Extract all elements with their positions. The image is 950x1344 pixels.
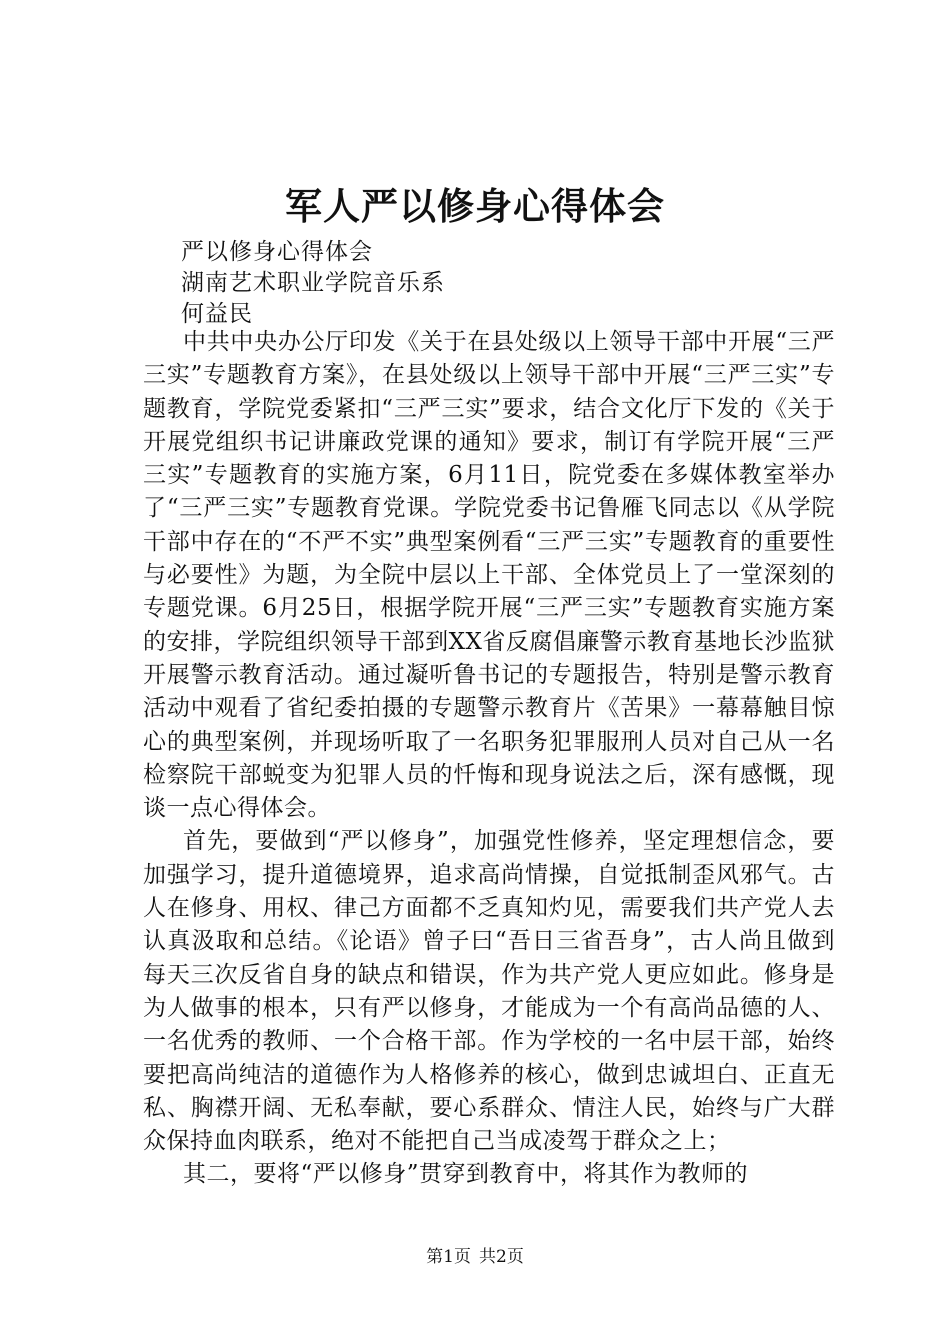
- paragraph-1: 中共中央办公厅印发《关于在县处级以上领导干部中开展“三严三实”专题教育方案》，在县处级以上领导干部中开展“三严三实”专题教育，学院党委紧扣“三严三实”要求，结合文化厅下发的《关于开展党组织书记讲廉政党课的通知》要求，制订有学院开展“三严三实”专题教育的实施方案，6月11日，院党委在多媒体教室举办了“三严三实”专题教育党课。学院党委书记鲁雁飞同志以《从学院干部中存在的“不严不实”典型案例看“三严三实”专题教育的重要性与必要性》为题，为全院中层以上干部、全体党员上了一堂深刻的专题党课。6月25日，根据学院开展“三严三实”专题教育实施方案的安排，学院组织领导干部到XX省反腐倡廉警示教育基地长沙监狱开展警示教育活动。通过凝听鲁书记的专题报告，特别是警示教育活动中观看了省纪委拍摄的专题警示教育片《苦果》一幕幕触目惊心的典型案例，并现场听取了一名职务犯罪服刑人员对自己从一名检察院干部蜕变为犯罪人员的忏悔和现身说法之后，深有感慨，现谈一点心得体会。: [143, 329, 835, 822]
- document-body: [143, 326, 835, 1192]
- document-organization: 湖南艺术职业学院音乐系: [181, 270, 445, 296]
- paragraph-3: 其二，要将“严以修身”贯穿到教育中，将其作为教师的: [183, 1161, 749, 1188]
- document-author: 何益民: [181, 301, 253, 327]
- page-total: 共2页: [479, 1247, 524, 1267]
- document-subtitle: 严以修身心得体会: [181, 239, 373, 265]
- paragraph-2: 首先，要做到“严以修身”，加强党性修养，坚定理想信念，要加强学习，提升道德境界，追求高尚情操，自觉抵制歪风邪气。古人在修身、用权、律己方面都不乏真知灼见，需要我们共产党人去认真汲取和总结。《论语》曾子曰“吾日三省吾身”，古人尚且做到每天三次反省自身的缺点和错误，作为共产党人更应如此。修身是为人做事的根本，只有严以修身，才能成为一个有高尚品德的人、一名优秀的教师、一个合格干部。作为学校的一名中层干部，始终要把高尚纯洁的道德作为人格修养的核心，做到忠诚坦白、正直无私、胸襟开阔、无私奉献，要心系群众、情注人民，始终与广大群众保持血肉联系，绝对不能把自己当成凌驾于群众之上；: [143, 828, 835, 1155]
- document-title: 军人严以修身心得体会: [285, 184, 665, 228]
- page-footer: [0, 1245, 950, 1269]
- page-number: 第1页: [426, 1247, 471, 1267]
